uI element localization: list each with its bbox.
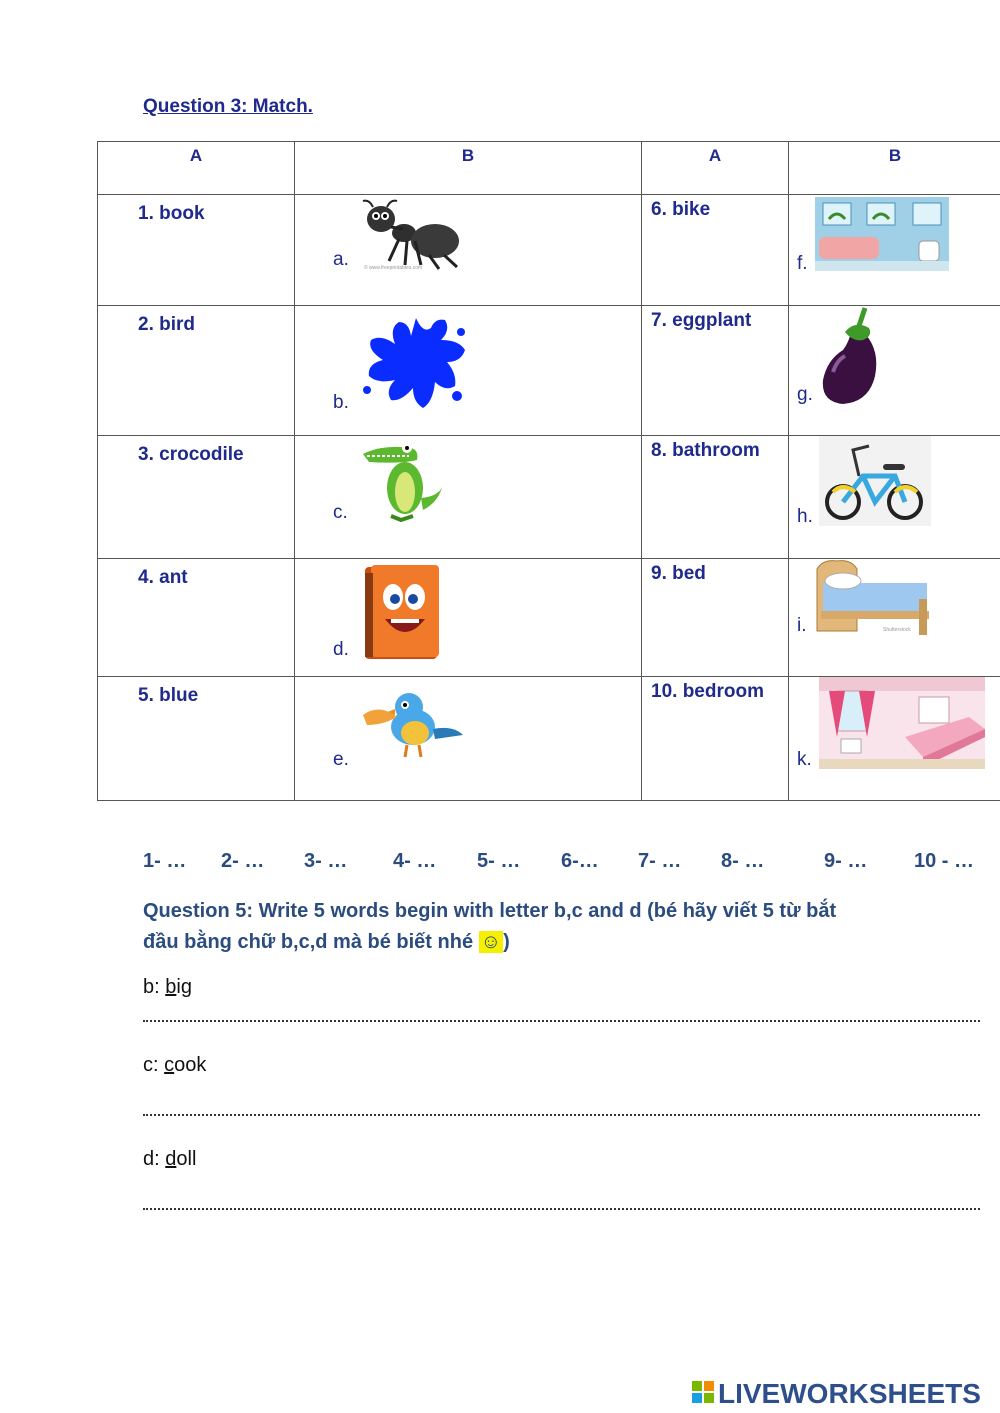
word-8: 8. bathroom [651, 440, 760, 461]
bathroom-icon [815, 197, 949, 271]
ant-icon [359, 199, 469, 271]
header-a-left: A [98, 142, 295, 195]
header-b-left: B [295, 142, 642, 195]
table-row [98, 195, 1000, 306]
answer-7: 7- … [638, 850, 682, 872]
header-b-right: B [789, 142, 1000, 195]
word-9: 9. bed [651, 563, 706, 584]
answer-1: 1- … [143, 850, 187, 872]
letter-b: b. [333, 392, 349, 413]
bird-icon [361, 685, 465, 763]
word-4: 4. ant [138, 567, 188, 588]
writing-line-b[interactable] [143, 1020, 980, 1022]
bed-icon [813, 559, 929, 635]
answer-5: 5- … [477, 850, 521, 872]
crocodile-icon [361, 440, 447, 522]
letter-e: e. [333, 749, 349, 770]
table-row [98, 436, 1000, 559]
smiley-icon: ☺ [480, 931, 502, 953]
table-header-row [98, 142, 1000, 195]
answer-3: 3- … [304, 850, 348, 872]
svg-text:© www.freeprintables.com: © www.freeprintables.com [364, 265, 423, 271]
svg-text:Shutterstock: Shutterstock [883, 627, 911, 633]
example-b: b: big [143, 976, 192, 998]
question5-title [143, 896, 983, 958]
answer-10: 10 - … [914, 850, 975, 872]
match-table [97, 141, 1000, 801]
eggplant-icon [819, 306, 883, 406]
table-row [98, 306, 1000, 436]
bedroom-icon [819, 677, 985, 769]
blue-splash-icon [361, 310, 471, 414]
letter-k: k. [797, 749, 812, 770]
writing-line-d[interactable] [143, 1208, 980, 1210]
brand-text: LIVEWORKSHEETS [718, 1378, 981, 1407]
table-row [98, 677, 1000, 801]
letter-f: f. [797, 253, 808, 274]
question5-line1: Question 5: Write 5 words begin with letter b,c and d (bé hãy viết 5 từ bắt [143, 900, 837, 922]
example-d: d: doll [143, 1148, 197, 1170]
answer-4: 4- … [393, 850, 437, 872]
answer-2: 2- … [221, 850, 265, 872]
writing-line-c[interactable] [143, 1114, 980, 1116]
word-7: 7. eggplant [651, 310, 752, 331]
letter-g: g. [797, 384, 813, 405]
footer-brand [692, 1377, 992, 1412]
header-a-right: A [642, 142, 789, 195]
word-10: 10. bedroom [651, 681, 764, 702]
letter-h: h. [797, 506, 813, 527]
word-3: 3. crocodile [138, 444, 244, 465]
word-1: 1. book [138, 203, 205, 224]
answer-8: 8- … [721, 850, 765, 872]
answer-6: 6-… [561, 850, 599, 872]
letter-a: a. [333, 249, 349, 270]
liveworksheets-logo-icon [692, 1377, 992, 1407]
letter-c: c. [333, 502, 348, 523]
word-6: 6. bike [651, 199, 711, 220]
example-c: c: cook [143, 1054, 207, 1076]
bike-icon [819, 436, 931, 526]
table-row [98, 559, 1000, 677]
word-5: 5. blue [138, 685, 199, 706]
word-2: 2. bird [138, 314, 196, 335]
book-icon [361, 561, 441, 663]
question5-line2: đầu bằng chữ b,c,d mà bé biết nhé ☺ ) [143, 931, 510, 953]
letter-d: d. [333, 639, 349, 660]
letter-i: i. [797, 615, 807, 636]
answer-9: 9- … [824, 850, 868, 872]
question3-title: Question 3: Match. [143, 96, 313, 117]
